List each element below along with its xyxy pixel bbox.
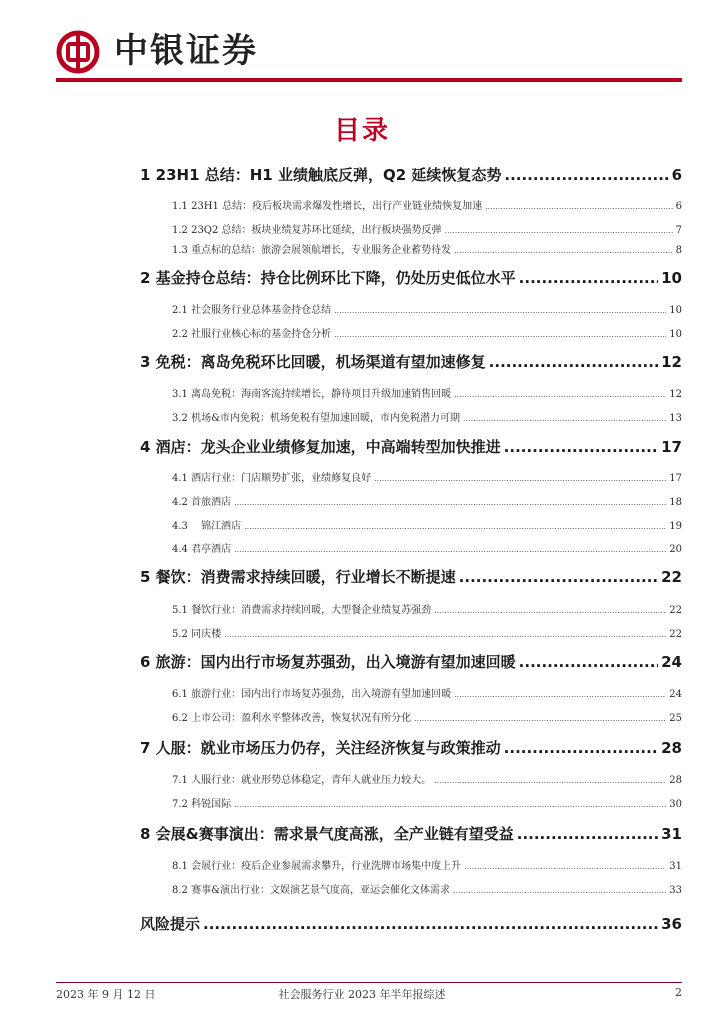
toc-leader-dots bbox=[203, 915, 658, 933]
toc-leader-dots bbox=[224, 629, 666, 640]
toc-subsection-entry[interactable] bbox=[140, 469, 682, 484]
toc-subsection-entry[interactable] bbox=[140, 601, 682, 616]
toc-subsection-entry[interactable] bbox=[140, 857, 682, 872]
toc-leader-dots bbox=[504, 438, 658, 456]
toc-entry-page: 33 bbox=[669, 885, 682, 896]
toc-leader-dots bbox=[459, 568, 658, 586]
toc-entry-page: 6 bbox=[671, 166, 682, 184]
toc-entry-page: 18 bbox=[669, 497, 682, 508]
bank-of-china-logo-icon bbox=[56, 30, 100, 74]
toc-entry-title: 2.1 社会服务行业总体基金持仓总结 bbox=[172, 305, 332, 316]
page-header bbox=[56, 28, 682, 74]
toc-entry-page: 19 bbox=[669, 521, 682, 532]
toc-entry-page: 22 bbox=[669, 605, 682, 616]
toc-subsection-entry[interactable] bbox=[140, 771, 682, 786]
toc-leader-dots bbox=[517, 825, 658, 843]
toc-subsection-entry[interactable] bbox=[140, 221, 682, 236]
toc-entry-title: 1.1 23H1 总结：疫后板块需求爆发性增长，出行产业链业绩恢复加速 bbox=[172, 201, 483, 212]
toc-entry-title: 1.3 重点标的总结：旅游会展领航增长，专业服务企业蓄势待发 bbox=[172, 245, 452, 256]
toc-section-entry[interactable] bbox=[140, 164, 682, 185]
toc-entry-page: 36 bbox=[661, 915, 682, 933]
toc-entry-page: 10 bbox=[669, 329, 682, 340]
toc-subsection-entry[interactable] bbox=[140, 409, 682, 424]
toc-entry-title: 3.2 机场&市内免税：机场免税有望加速回暖，市内免税潜力可期 bbox=[172, 413, 460, 424]
toc-leader-dots bbox=[374, 473, 666, 484]
toc-section-entry[interactable] bbox=[140, 267, 682, 288]
toc-leader-dots bbox=[434, 775, 666, 786]
toc-entry-page: 7 bbox=[675, 225, 682, 236]
toc-entry-page: 10 bbox=[661, 269, 682, 287]
toc-leader-dots bbox=[519, 269, 658, 287]
toc-entry-title: 6.2 上市公司：盈利水平整体改善，恢复状况有所分化 bbox=[172, 713, 412, 724]
toc-leader-dots bbox=[454, 689, 666, 700]
toc-entry-page: 17 bbox=[669, 473, 682, 484]
toc-entry-page: 13 bbox=[669, 413, 682, 424]
toc-entry-page: 20 bbox=[669, 544, 682, 555]
toc-subsection-entry[interactable] bbox=[140, 517, 682, 532]
toc-section-entry[interactable] bbox=[140, 913, 682, 934]
toc-subsection-entry[interactable] bbox=[140, 795, 682, 810]
toc-entry-title: 7 人服：就业市场压力仍存，关注经济恢复与政策推动 bbox=[140, 739, 501, 757]
toc-leader-dots bbox=[519, 653, 658, 671]
toc-leader-dots bbox=[244, 521, 666, 532]
toc-entry-page: 28 bbox=[669, 775, 682, 786]
toc-entry-page: 24 bbox=[669, 689, 682, 700]
toc-entry-title: 4 酒店：龙头企业业绩修复加速，中高端转型加快推进 bbox=[140, 438, 501, 456]
toc-leader-dots bbox=[434, 605, 666, 616]
toc-entry-title: 1.2 23Q2 总结：板块业绩复苏环比延续，出行板块强势反弹 bbox=[172, 225, 442, 236]
toc-section-entry[interactable] bbox=[140, 566, 682, 587]
toc-entry-title: 1 23H1 总结：H1 业绩触底反弹，Q2 延续恢复态势 bbox=[140, 166, 502, 184]
toc-leader-dots bbox=[334, 305, 666, 316]
toc-subsection-entry[interactable] bbox=[140, 301, 682, 316]
toc-subsection-entry[interactable] bbox=[140, 709, 682, 724]
toc-entry-title: 4.3 锦江酒店 bbox=[172, 521, 242, 532]
toc-entry-page: 24 bbox=[661, 653, 682, 671]
footer-report-title: 社会服务行业 2023 年半年报综述 bbox=[278, 988, 446, 1001]
toc-entry-page: 12 bbox=[669, 389, 682, 400]
toc-entry-title: 7.1 人服行业：就业形势总体稳定，青年人就业压力较大。 bbox=[172, 775, 432, 786]
toc-section-entry[interactable] bbox=[140, 351, 682, 372]
toc-entry-title: 6 旅游：国内出行市场复苏强劲，出入境游有望加速回暖 bbox=[140, 653, 516, 671]
toc-subsection-entry[interactable] bbox=[140, 241, 682, 256]
toc-leader-dots bbox=[504, 739, 658, 757]
toc-section-entry[interactable] bbox=[140, 823, 682, 844]
toc-entry-page: 31 bbox=[661, 825, 682, 843]
toc-section-entry[interactable] bbox=[140, 436, 682, 457]
toc-leader-dots bbox=[234, 497, 666, 508]
toc-entry-title: 8.2 赛事&演出行业：文娱演艺景气度高，亚运会催化文体需求 bbox=[172, 885, 450, 896]
toc-leader-dots bbox=[234, 799, 666, 810]
toc-entry-title: 2.2 社服行业核心标的基金持仓分析 bbox=[172, 329, 332, 340]
toc-entry-page: 17 bbox=[661, 438, 682, 456]
toc-entry-page: 30 bbox=[669, 799, 682, 810]
toc-leader-dots bbox=[464, 861, 666, 872]
toc-subsection-entry[interactable] bbox=[140, 625, 682, 640]
toc-entry-page: 12 bbox=[661, 353, 682, 371]
toc-leader-dots bbox=[234, 544, 666, 555]
toc-entry-title: 4.4 君亭酒店 bbox=[172, 544, 232, 555]
toc-entry-title: 6.1 旅游行业：国内出行市场复苏强劲，出入境游有望加速回暖 bbox=[172, 689, 452, 700]
toc-entry-title: 2 基金持仓总结：持仓比例环比下降，仍处历史低位水平 bbox=[140, 269, 516, 287]
footer-page-number: 2 bbox=[675, 986, 682, 999]
footer-date: 2023 年 9 月 12 日 bbox=[56, 988, 156, 1001]
toc-entry-title: 风险提示 bbox=[140, 915, 201, 933]
toc-subsection-entry[interactable] bbox=[140, 385, 682, 400]
toc-subsection-entry[interactable] bbox=[140, 325, 682, 340]
toc-leader-dots bbox=[454, 245, 673, 256]
toc-entry-title: 8.1 会展行业：疫后企业参展需求攀升，行业洗牌市场集中度上升 bbox=[172, 861, 462, 872]
toc-subsection-entry[interactable] bbox=[140, 197, 682, 212]
page-title: 目录 bbox=[333, 116, 390, 146]
brand-name: 中银证券 bbox=[114, 31, 258, 71]
toc-leader-dots bbox=[453, 885, 666, 896]
toc-entry-page: 6 bbox=[675, 201, 682, 212]
toc-entry-title: 3.1 离岛免税：海南客流持续增长，静待项目升级加速销售回暖 bbox=[172, 389, 452, 400]
toc-entry-title: 4.2 首旅酒店 bbox=[172, 497, 232, 508]
toc-leader-dots bbox=[504, 166, 668, 184]
toc-entry-page: 22 bbox=[661, 568, 682, 586]
toc-entry-title: 8 会展&赛事演出：需求景气度高涨，全产业链有望受益 bbox=[140, 825, 514, 843]
toc-section-entry[interactable] bbox=[140, 651, 682, 672]
toc-entry-title: 3 免税：离岛免税环比回暖，机场渠道有望加速修复 bbox=[140, 353, 486, 371]
toc-entry-title: 5.1 餐饮行业：消费需求持续回暖，大型餐企业绩复苏强劲 bbox=[172, 605, 432, 616]
toc-entry-page: 8 bbox=[675, 245, 682, 256]
toc-entry-page: 22 bbox=[669, 629, 682, 640]
toc-entry-page: 31 bbox=[669, 861, 682, 872]
toc-leader-dots bbox=[334, 329, 666, 340]
toc-entry-title: 7.2 科锐国际 bbox=[172, 799, 232, 810]
toc-subsection-entry[interactable] bbox=[140, 540, 682, 555]
toc-subsection-entry[interactable] bbox=[140, 493, 682, 508]
toc-leader-dots bbox=[414, 713, 666, 724]
toc-leader-dots bbox=[485, 201, 673, 212]
toc-leader-dots bbox=[463, 413, 666, 424]
toc-entry-title: 5.2 同庆楼 bbox=[172, 629, 222, 640]
toc-entry-page: 28 bbox=[661, 739, 682, 757]
toc-subsection-entry[interactable] bbox=[140, 881, 682, 896]
toc-entry-title: 4.1 酒店行业：门店顺势扩张，业绩修复良好 bbox=[172, 473, 372, 484]
toc-entry-page: 25 bbox=[669, 713, 682, 724]
footer-divider bbox=[56, 982, 682, 983]
toc-leader-dots bbox=[454, 389, 666, 400]
toc-section-entry[interactable] bbox=[140, 737, 682, 758]
toc-entry-title: 5 餐饮：消费需求持续回暖，行业增长不断提速 bbox=[140, 568, 456, 586]
header-divider bbox=[56, 78, 682, 82]
toc-leader-dots bbox=[489, 353, 658, 371]
toc-entry-page: 10 bbox=[669, 305, 682, 316]
toc-subsection-entry[interactable] bbox=[140, 685, 682, 700]
toc-leader-dots bbox=[445, 225, 673, 236]
